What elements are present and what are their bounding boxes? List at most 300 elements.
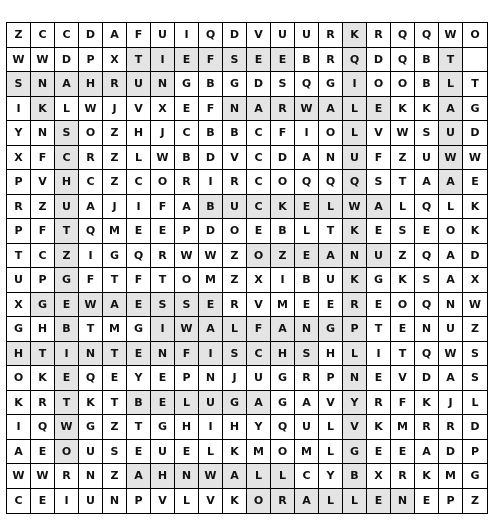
grid-cell[interactable]: P <box>127 489 151 514</box>
grid-cell[interactable]: T <box>319 219 343 244</box>
grid-cell[interactable]: I <box>271 268 295 293</box>
grid-cell[interactable]: E <box>295 195 319 220</box>
grid-cell[interactable]: W <box>175 244 199 269</box>
grid-cell[interactable]: O <box>367 72 391 97</box>
grid-cell[interactable]: E <box>151 366 175 391</box>
grid-cell[interactable]: A <box>295 391 319 416</box>
grid-cell[interactable]: Z <box>471 494 479 508</box>
grid-cell[interactable]: N <box>31 72 55 97</box>
grid-cell[interactable]: C <box>247 195 271 220</box>
grid-cell[interactable]: R <box>295 366 319 391</box>
grid-cell[interactable]: Z <box>103 464 127 489</box>
grid-cell[interactable]: M <box>295 440 319 465</box>
grid-cell[interactable]: M <box>103 219 127 244</box>
grid-cell[interactable]: A <box>415 170 439 195</box>
grid-cell[interactable]: W <box>199 244 223 269</box>
grid-cell[interactable]: C <box>31 23 55 48</box>
grid-cell[interactable]: M <box>391 415 415 440</box>
grid-cell[interactable]: M <box>199 268 223 293</box>
grid-cell[interactable]: H <box>319 342 343 367</box>
grid-cell[interactable]: A <box>295 489 319 514</box>
grid-cell[interactable]: S <box>415 121 439 146</box>
grid-cell[interactable]: L <box>343 97 367 122</box>
grid-cell[interactable]: G <box>175 72 199 97</box>
grid-cell[interactable]: A <box>415 440 439 465</box>
grid-cell[interactable]: P <box>79 48 103 73</box>
grid-cell[interactable]: K <box>343 219 367 244</box>
grid-cell[interactable]: U <box>55 195 79 220</box>
grid-cell[interactable]: T <box>31 342 55 367</box>
grid-cell[interactable]: T <box>103 342 127 367</box>
grid-cell[interactable]: A <box>55 72 79 97</box>
grid-cell[interactable]: R <box>367 391 391 416</box>
grid-cell[interactable]: T <box>55 219 79 244</box>
grid-cell[interactable]: S <box>463 366 487 391</box>
grid-cell[interactable]: B <box>415 72 439 97</box>
grid-cell[interactable]: L <box>223 317 247 342</box>
grid-cell[interactable]: E <box>175 48 199 73</box>
grid-cell[interactable]: E <box>415 489 439 514</box>
grid-cell[interactable]: J <box>439 391 463 416</box>
grid-cell[interactable]: T <box>463 72 487 97</box>
grid-cell[interactable]: C <box>79 170 103 195</box>
grid-cell[interactable]: V <box>391 366 415 391</box>
grid-cell[interactable]: F <box>151 195 175 220</box>
grid-cell[interactable]: I <box>295 121 319 146</box>
grid-cell[interactable]: B <box>223 121 247 146</box>
grid-cell[interactable]: M <box>103 317 127 342</box>
grid-cell[interactable]: A <box>103 23 127 48</box>
grid-cell[interactable]: F <box>199 48 223 73</box>
grid-cell[interactable]: A <box>439 97 463 122</box>
grid-cell[interactable]: X <box>463 268 487 293</box>
grid-cell[interactable]: L <box>319 415 343 440</box>
grid-cell[interactable]: G <box>55 268 79 293</box>
grid-cell[interactable]: J <box>151 121 175 146</box>
grid-cell[interactable]: A <box>175 195 199 220</box>
grid-cell[interactable] <box>463 48 487 73</box>
grid-cell[interactable]: R <box>103 72 127 97</box>
grid-cell[interactable]: H <box>127 121 151 146</box>
grid-cell[interactable]: Q <box>415 244 439 269</box>
grid-cell[interactable]: K <box>415 97 439 122</box>
grid-cell[interactable]: W <box>439 342 463 367</box>
grid-cell[interactable]: Z <box>103 121 127 146</box>
grid-cell[interactable]: Y <box>247 415 271 440</box>
grid-cell[interactable]: S <box>151 293 175 318</box>
grid-cell[interactable]: B <box>295 48 319 73</box>
grid-cell[interactable]: U <box>223 195 247 220</box>
grid-cell[interactable]: U <box>247 366 271 391</box>
grid-cell[interactable]: E <box>463 170 487 195</box>
grid-cell[interactable]: G <box>103 244 127 269</box>
grid-cell[interactable]: C <box>7 489 31 514</box>
grid-cell[interactable]: E <box>367 293 391 318</box>
grid-cell[interactable]: L <box>319 489 343 514</box>
grid-cell[interactable]: E <box>367 366 391 391</box>
grid-cell[interactable]: U <box>367 244 391 269</box>
grid-cell[interactable]: Z <box>103 146 127 171</box>
grid-cell[interactable]: I <box>367 342 391 367</box>
grid-cell[interactable]: E <box>175 440 199 465</box>
grid-cell[interactable]: R <box>319 48 343 73</box>
grid-cell[interactable]: Y <box>343 391 367 416</box>
grid-cell[interactable]: Q <box>295 72 319 97</box>
grid-cell[interactable]: S <box>223 48 247 73</box>
grid-cell[interactable]: A <box>367 195 391 220</box>
grid-cell[interactable]: W <box>463 146 487 171</box>
grid-cell[interactable]: H <box>271 342 295 367</box>
grid-cell[interactable]: E <box>31 440 55 465</box>
grid-cell[interactable]: A <box>271 317 295 342</box>
grid-cell[interactable]: O <box>463 23 487 48</box>
grid-cell[interactable]: U <box>319 268 343 293</box>
grid-cell[interactable]: A <box>199 317 223 342</box>
grid-cell[interactable]: L <box>439 72 463 97</box>
grid-cell[interactable]: G <box>223 391 247 416</box>
grid-cell[interactable]: L <box>127 146 151 171</box>
grid-cell[interactable]: M <box>271 293 295 318</box>
grid-cell[interactable]: N <box>439 293 463 318</box>
grid-cell[interactable]: E <box>103 366 127 391</box>
grid-cell[interactable]: I <box>127 195 151 220</box>
grid-cell[interactable]: T <box>391 170 415 195</box>
grid-cell[interactable]: S <box>415 268 439 293</box>
grid-cell[interactable]: E <box>127 219 151 244</box>
grid-cell[interactable]: K <box>343 23 367 48</box>
grid-cell[interactable]: Z <box>55 244 79 269</box>
grid-cell[interactable]: W <box>151 146 175 171</box>
grid-cell[interactable]: M <box>247 440 271 465</box>
grid-cell[interactable]: C <box>55 146 79 171</box>
grid-cell[interactable]: N <box>391 489 415 514</box>
grid-cell[interactable]: K <box>79 391 103 416</box>
grid-cell[interactable]: G <box>367 268 391 293</box>
grid-cell[interactable]: A <box>295 146 319 171</box>
grid-cell[interactable]: U <box>295 23 319 48</box>
grid-cell[interactable]: A <box>439 268 463 293</box>
grid-cell[interactable]: G <box>31 293 55 318</box>
grid-cell[interactable]: B <box>295 268 319 293</box>
grid-cell[interactable]: C <box>295 464 319 489</box>
grid-cell[interactable]: Z <box>223 268 247 293</box>
grid-cell[interactable]: E <box>367 219 391 244</box>
grid-cell[interactable]: V <box>343 415 367 440</box>
grid-cell[interactable]: E <box>127 342 151 367</box>
grid-cell[interactable]: C <box>247 342 271 367</box>
grid-cell[interactable]: J <box>223 366 247 391</box>
grid-cell[interactable]: G <box>79 415 103 440</box>
grid-cell[interactable]: S <box>463 342 487 367</box>
grid-cell[interactable]: E <box>31 489 55 514</box>
grid-cell[interactable]: S <box>271 72 295 97</box>
grid-cell[interactable]: Z <box>103 415 127 440</box>
grid-cell[interactable]: A <box>247 97 271 122</box>
grid-cell[interactable]: G <box>319 317 343 342</box>
grid-cell[interactable]: P <box>439 489 463 514</box>
grid-cell[interactable]: X <box>7 146 31 171</box>
grid-cell[interactable]: U <box>7 268 31 293</box>
grid-cell[interactable]: N <box>103 489 127 514</box>
grid-cell[interactable]: A <box>439 170 463 195</box>
grid-cell[interactable]: E <box>271 48 295 73</box>
grid-cell[interactable]: Q <box>319 170 343 195</box>
grid-cell[interactable]: I <box>151 48 175 73</box>
grid-cell[interactable]: H <box>151 464 175 489</box>
grid-cell[interactable]: P <box>7 170 31 195</box>
grid-cell[interactable]: A <box>319 97 343 122</box>
grid-cell[interactable]: H <box>7 342 31 367</box>
grid-cell[interactable]: A <box>223 464 247 489</box>
grid-cell[interactable]: W <box>31 48 55 73</box>
grid-cell[interactable]: F <box>127 23 151 48</box>
grid-cell[interactable]: T <box>127 48 151 73</box>
grid-cell[interactable]: O <box>271 170 295 195</box>
grid-cell[interactable]: K <box>415 464 439 489</box>
grid-cell[interactable]: X <box>151 97 175 122</box>
grid-cell[interactable]: A <box>319 244 343 269</box>
grid-cell[interactable]: B <box>175 146 199 171</box>
grid-cell[interactable]: W <box>31 464 55 489</box>
grid-cell[interactable]: N <box>319 146 343 171</box>
grid-cell[interactable]: U <box>199 391 223 416</box>
grid-cell[interactable]: E <box>55 366 79 391</box>
grid-cell[interactable]: U <box>295 415 319 440</box>
grid-cell[interactable]: H <box>55 170 79 195</box>
grid-cell[interactable]: I <box>7 97 31 122</box>
grid-cell[interactable]: V <box>31 170 55 195</box>
grid-cell[interactable]: R <box>415 415 439 440</box>
grid-cell[interactable]: Y <box>127 366 151 391</box>
grid-cell[interactable]: O <box>439 219 463 244</box>
grid-cell[interactable]: R <box>175 170 199 195</box>
grid-cell[interactable]: N <box>31 121 55 146</box>
grid-cell[interactable]: Q <box>391 23 415 48</box>
grid-cell[interactable]: D <box>439 440 463 465</box>
grid-cell[interactable]: R <box>55 464 79 489</box>
grid-cell[interactable]: L <box>271 464 295 489</box>
grid-cell[interactable]: G <box>271 391 295 416</box>
grid-cell[interactable]: Z <box>223 244 247 269</box>
grid-cell[interactable]: W <box>79 97 103 122</box>
grid-cell[interactable]: Q <box>79 366 103 391</box>
grid-cell[interactable]: S <box>175 293 199 318</box>
grid-cell[interactable]: Q <box>271 415 295 440</box>
grid-cell[interactable]: E <box>247 48 271 73</box>
grid-cell[interactable]: W <box>295 97 319 122</box>
grid-cell[interactable]: K <box>223 440 247 465</box>
grid-cell[interactable]: D <box>463 244 487 269</box>
grid-cell[interactable]: H <box>223 415 247 440</box>
grid-cell[interactable]: X <box>247 268 271 293</box>
grid-cell[interactable]: B <box>271 219 295 244</box>
grid-cell[interactable]: N <box>343 366 367 391</box>
grid-cell[interactable]: T <box>103 268 127 293</box>
grid-cell[interactable]: Q <box>343 48 367 73</box>
grid-cell[interactable]: W <box>175 317 199 342</box>
grid-cell[interactable]: O <box>175 268 199 293</box>
grid-cell[interactable]: W <box>391 121 415 146</box>
grid-cell[interactable]: Q <box>415 342 439 367</box>
grid-cell[interactable]: A <box>79 195 103 220</box>
grid-cell[interactable]: A <box>439 244 463 269</box>
grid-cell[interactable]: G <box>223 72 247 97</box>
grid-cell[interactable]: I <box>343 72 367 97</box>
grid-cell[interactable]: S <box>7 72 31 97</box>
grid-cell[interactable]: L <box>391 195 415 220</box>
grid-cell[interactable]: E <box>295 293 319 318</box>
grid-cell[interactable]: L <box>175 489 199 514</box>
grid-cell[interactable]: R <box>223 170 247 195</box>
grid-cell[interactable]: S <box>367 170 391 195</box>
grid-cell[interactable]: I <box>55 342 79 367</box>
grid-cell[interactable]: A <box>103 293 127 318</box>
grid-cell[interactable]: E <box>295 244 319 269</box>
grid-cell[interactable]: D <box>271 146 295 171</box>
grid-cell[interactable]: H <box>31 317 55 342</box>
grid-cell[interactable]: F <box>79 268 103 293</box>
grid-cell[interactable]: D <box>199 146 223 171</box>
grid-cell[interactable]: N <box>79 342 103 367</box>
grid-cell[interactable]: W <box>463 293 487 318</box>
grid-cell[interactable]: O <box>319 121 343 146</box>
grid-cell[interactable]: N <box>79 464 103 489</box>
grid-cell[interactable]: R <box>343 293 367 318</box>
grid-cell[interactable]: Z <box>463 317 487 342</box>
grid-cell[interactable]: A <box>247 391 271 416</box>
grid-cell[interactable]: F <box>127 268 151 293</box>
grid-cell[interactable]: F <box>199 97 223 122</box>
grid-cell[interactable]: X <box>7 293 31 318</box>
grid-cell[interactable]: W <box>199 464 223 489</box>
grid-cell[interactable]: K <box>343 268 367 293</box>
grid-cell[interactable]: R <box>271 489 295 514</box>
grid-cell[interactable]: I <box>199 415 223 440</box>
grid-cell[interactable]: I <box>7 415 31 440</box>
grid-cell[interactable]: N <box>151 342 175 367</box>
grid-cell[interactable]: Q <box>127 244 151 269</box>
grid-cell[interactable]: R <box>271 97 295 122</box>
grid-cell[interactable]: L <box>463 391 487 416</box>
grid-cell[interactable]: E <box>247 219 271 244</box>
grid-cell[interactable]: T <box>367 317 391 342</box>
grid-cell[interactable]: T <box>127 415 151 440</box>
grid-cell[interactable]: R <box>319 23 343 48</box>
grid-cell[interactable]: E <box>127 293 151 318</box>
grid-cell[interactable]: D <box>463 121 487 146</box>
grid-cell[interactable]: I <box>79 244 103 269</box>
grid-cell[interactable]: R <box>79 146 103 171</box>
grid-cell[interactable]: U <box>271 23 295 48</box>
grid-cell[interactable]: E <box>151 391 175 416</box>
grid-cell[interactable]: W <box>439 146 463 171</box>
grid-cell[interactable]: W <box>7 464 31 489</box>
grid-cell[interactable]: E <box>391 317 415 342</box>
grid-cell[interactable]: T <box>55 391 79 416</box>
grid-cell[interactable]: E <box>367 97 391 122</box>
grid-cell[interactable]: P <box>319 366 343 391</box>
grid-cell[interactable]: Q <box>199 23 223 48</box>
grid-cell[interactable]: R <box>223 293 247 318</box>
grid-cell[interactable]: L <box>343 489 367 514</box>
grid-cell[interactable]: I <box>151 317 175 342</box>
grid-cell[interactable]: N <box>343 244 367 269</box>
grid-cell[interactable]: L <box>295 219 319 244</box>
grid-cell[interactable]: Q <box>295 170 319 195</box>
grid-cell[interactable]: K <box>463 195 487 220</box>
grid-cell[interactable]: H <box>79 72 103 97</box>
grid-cell[interactable]: V <box>199 489 223 514</box>
grid-cell[interactable]: F <box>391 391 415 416</box>
grid-cell[interactable]: K <box>7 391 31 416</box>
grid-cell[interactable]: D <box>79 23 103 48</box>
grid-cell[interactable]: G <box>151 415 175 440</box>
grid-cell[interactable]: G <box>127 317 151 342</box>
grid-cell[interactable]: L <box>343 342 367 367</box>
grid-cell[interactable]: Z <box>103 170 127 195</box>
grid-cell[interactable]: F <box>175 342 199 367</box>
grid-cell[interactable]: D <box>463 415 487 440</box>
grid-cell[interactable]: Q <box>415 23 439 48</box>
grid-cell[interactable]: Z <box>7 23 31 48</box>
grid-cell[interactable]: E <box>391 440 415 465</box>
grid-cell[interactable]: O <box>55 440 79 465</box>
grid-cell[interactable]: R <box>439 415 463 440</box>
grid-cell[interactable]: R <box>367 23 391 48</box>
grid-cell[interactable]: D <box>199 219 223 244</box>
grid-cell[interactable]: U <box>79 440 103 465</box>
grid-cell[interactable]: P <box>175 219 199 244</box>
grid-cell[interactable]: T <box>151 268 175 293</box>
grid-cell[interactable]: Z <box>391 146 415 171</box>
grid-cell[interactable]: U <box>415 146 439 171</box>
grid-cell[interactable]: E <box>367 489 391 514</box>
grid-cell[interactable]: B <box>343 464 367 489</box>
grid-cell[interactable]: C <box>31 244 55 269</box>
grid-cell[interactable]: U <box>343 146 367 171</box>
grid-cell[interactable]: I <box>199 170 223 195</box>
grid-cell[interactable]: I <box>199 342 223 367</box>
grid-cell[interactable]: R <box>151 244 175 269</box>
grid-cell[interactable]: W <box>439 23 463 48</box>
grid-cell[interactable]: B <box>55 317 79 342</box>
grid-cell[interactable]: B <box>199 121 223 146</box>
grid-cell[interactable]: P <box>7 219 31 244</box>
grid-cell[interactable]: V <box>247 293 271 318</box>
grid-cell[interactable]: Q <box>31 415 55 440</box>
grid-cell[interactable]: F <box>31 219 55 244</box>
grid-cell[interactable]: S <box>103 440 127 465</box>
grid-cell[interactable]: O <box>271 440 295 465</box>
grid-cell[interactable]: W <box>79 293 103 318</box>
grid-cell[interactable]: H <box>175 415 199 440</box>
grid-cell[interactable]: N <box>175 464 199 489</box>
grid-cell[interactable]: P <box>175 366 199 391</box>
grid-cell[interactable]: K <box>223 489 247 514</box>
grid-cell[interactable]: G <box>7 317 31 342</box>
grid-cell[interactable]: W <box>7 48 31 73</box>
grid-cell[interactable]: V <box>151 489 175 514</box>
grid-cell[interactable]: L <box>55 97 79 122</box>
grid-cell[interactable]: D <box>367 48 391 73</box>
grid-cell[interactable]: W <box>343 195 367 220</box>
grid-cell[interactable]: L <box>199 440 223 465</box>
grid-cell[interactable]: Q <box>415 293 439 318</box>
grid-cell[interactable]: E <box>151 219 175 244</box>
grid-cell[interactable]: J <box>103 97 127 122</box>
grid-cell[interactable]: T <box>79 317 103 342</box>
grid-cell[interactable]: K <box>463 219 487 244</box>
